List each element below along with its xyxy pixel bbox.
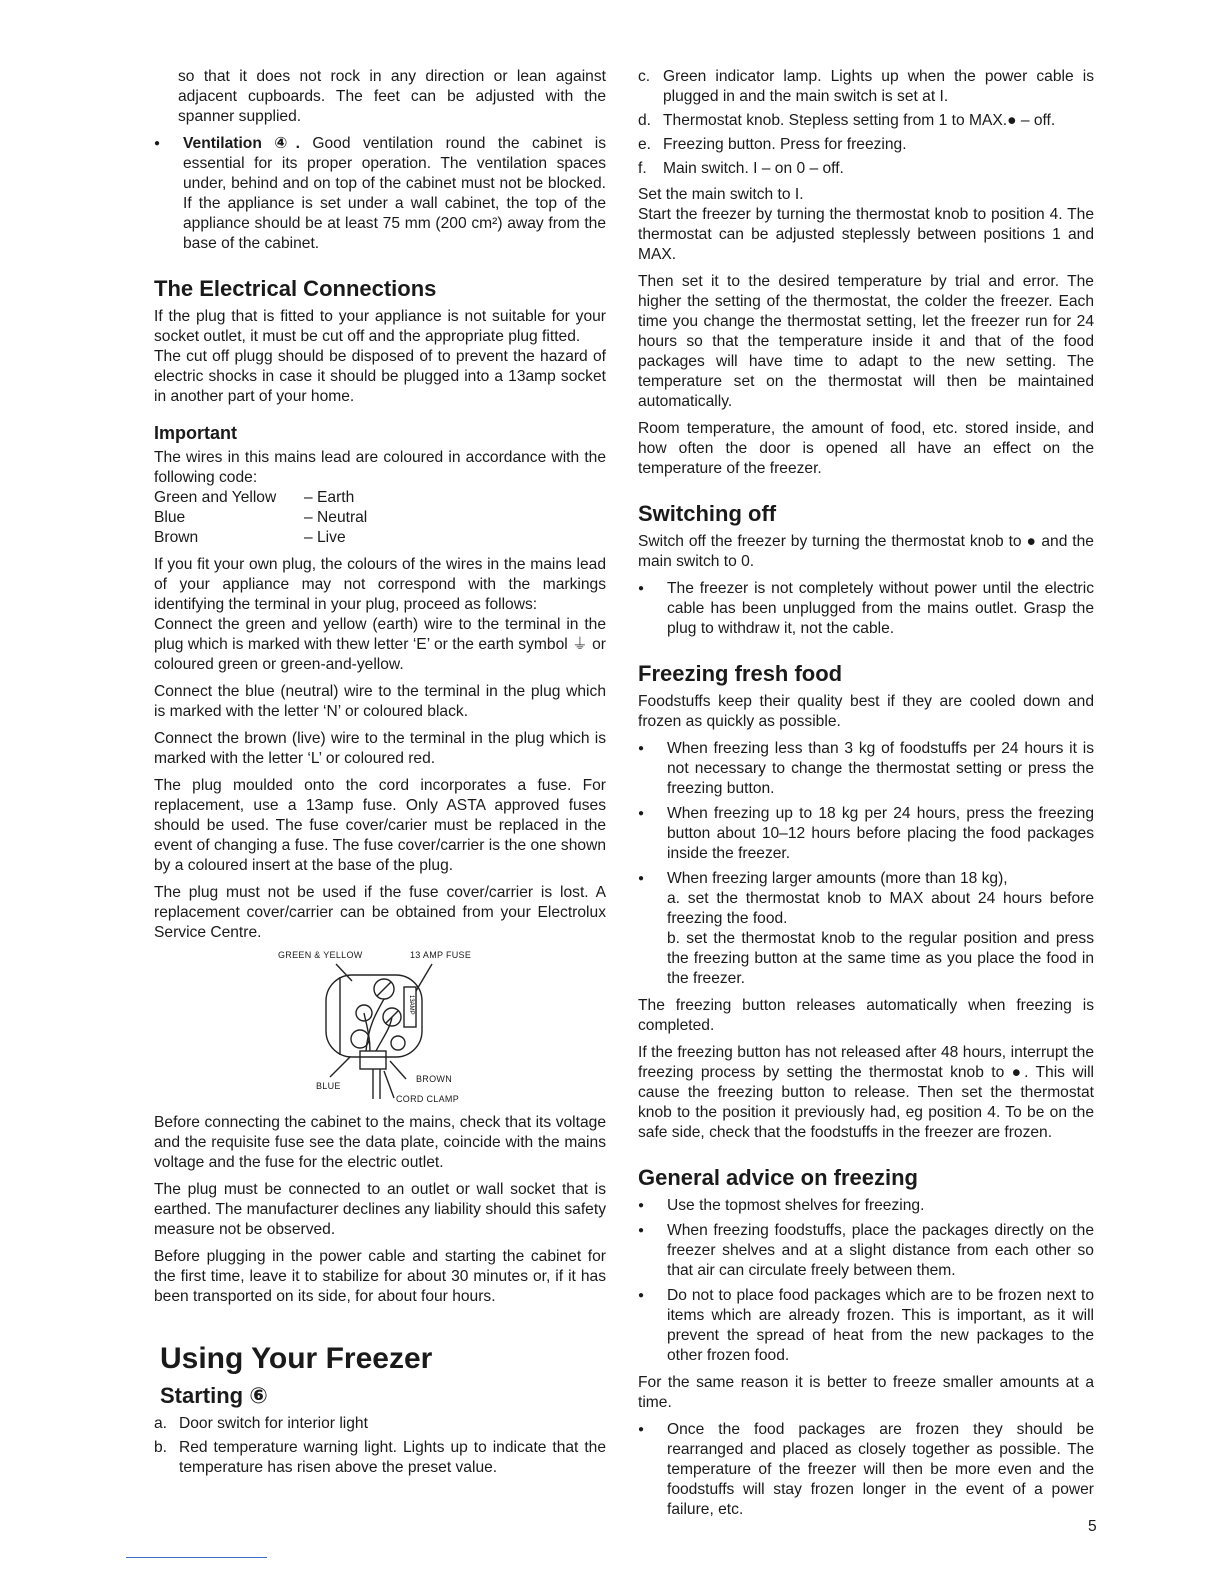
- fuse-paragraph: The plug moulded onto the cord incorporates a fuse. For replacement, use a 13amp fuse. Only ASTA approved fuses should be used. The fuse cover/carier must be replaced in the event of changing a fuse. The fuse cover/carrier is the one shown by a coloured insert at the base of the plug.: [154, 777, 606, 874]
- item-mark: d.: [638, 112, 652, 129]
- footer-rule: [126, 1557, 267, 1558]
- right-column: [638, 67, 1094, 1527]
- wire-role: – Live: [304, 529, 346, 546]
- clamp-screw-right: [391, 1036, 405, 1050]
- item-text: Door switch for interior light: [179, 1415, 368, 1432]
- earth-wire-paragraph: Connect the green and yellow (earth) wire to the terminal in the plug which is marked with thew letter ‘E’ or the earth symbol ⏚ or coloured green or green-and-yellow.: [154, 616, 606, 673]
- important-intro: The wires in this mains lead are coloured in accordance with the following code:: [154, 449, 606, 486]
- larger-amounts-intro: ● When freezing larger amounts (more than 18 kg),: [667, 870, 1008, 887]
- freezing-list: [638, 739, 1094, 989]
- desired-temperature-paragraph: Then set it to the desired temperature by trial and error. The higher the setting of the thermostat, the colder the freezer. Each time you change the thermostat setting, let the freezer run for 24 hours so that the temperature inside it and that of the food packages will have time to adapt to the new setting. The temperature set on the thermostat will then be maintained automatically.: [638, 273, 1094, 410]
- ventilation-list: [154, 134, 606, 254]
- starting-item: [638, 135, 1094, 155]
- starting-item: [638, 67, 1094, 107]
- starting-item: [638, 159, 1094, 179]
- label-green-yellow: GREEN & YELLOW: [278, 950, 363, 960]
- electrical-heading: The Electrical Connections: [154, 276, 437, 301]
- freezing-fresh-food-heading: Freezing fresh food: [638, 661, 843, 686]
- plug-diagram-svg: [154, 947, 606, 1107]
- wire-role: – Neutral: [304, 509, 368, 526]
- page-number: 5: [1088, 1518, 1097, 1535]
- list-item: ● Once the food packages are frozen they should be rearranged and placed as closely together as possible. The temperature of the freezer will then be more even and the foodstuffs will stay frozen longer in the event of a power failure, etc.: [638, 1420, 1094, 1520]
- electrical-paragraph-2: The cut off plugg should be disposed of to prevent the hazard of electric shocks in case it should be plugged into a 13amp socket in another part of your home.: [154, 348, 606, 405]
- not-released-paragraph: If the freezing button has not released after 48 hours, interrupt the freezing process by setting the thermostat knob to ●. This will cause the freezing button to release. Then set the thermostat knob to the position it previously had, eg position 4. To be on the safe side, check that the foodstuffs in the freezer are frozen.: [638, 1044, 1094, 1141]
- room-temperature-paragraph: Room temperature, the amount of food, etc. stored inside, and how often the door is opened all have an effect on the temperature of the freezer.: [638, 420, 1094, 477]
- general-advice-heading: General advice on freezing: [638, 1165, 918, 1190]
- larger-amounts-step-b: b. set the thermostat knob to the regular position and press the freezing button at the same time as you place the food in the freezer.: [667, 930, 1094, 987]
- earthed-paragraph: The plug must be connected to an outlet or wall socket that is earthed. The manufacturer declines any liability should this safety measure not be observed.: [154, 1181, 606, 1238]
- item-text: Freezing button. Press for freezing.: [663, 136, 907, 153]
- freezing-fresh-food-paragraph: Foodstuffs keep their quality best if they are cooled down and frozen as quickly as possible.: [638, 693, 1094, 730]
- switching-off-paragraph: Switch off the freezer by turning the thermostat knob to ● and the main switch to 0.: [638, 533, 1094, 570]
- list-item: ● When freezing foodstuffs, place the packages directly on the freezer shelves and at a slight distance from each other so that air can circulate freely between them.: [638, 1221, 1094, 1281]
- wire-role: – Earth: [304, 489, 355, 506]
- advice-list: [638, 1196, 1094, 1366]
- blue-wire-paragraph: Connect the blue (neutral) wire to the terminal in the plug which is marked with the letter ‘N’ or coloured black.: [154, 683, 606, 720]
- ventilation-text: Good ventilation round the cabinet is essential for its proper operation. The ventilation spaces under, behind and on top of the cabinet must not be blocked. If the appliance is set under a wall cabinet, the top of the appliance should be at least 75 mm (200 cm²) away from the base of the cabinet.: [183, 135, 606, 252]
- larger-amounts-step-a: a. set the thermostat knob to MAX about 24 hours before freezing the food.: [667, 890, 1094, 927]
- rearrange-list: [638, 1420, 1094, 1520]
- wire-row: [154, 488, 606, 508]
- fuse-mark: 13AMP: [408, 995, 414, 1015]
- list-item: [638, 869, 1094, 989]
- list-item: ● The freezer is not completely without power until the electric cable has been unplugged from the mains outlet. Grasp the plug to withdraw it, not the cable.: [638, 579, 1094, 639]
- item-mark: e.: [638, 136, 652, 153]
- release-paragraph: The freezing button releases automatically when freezing is completed.: [638, 997, 1094, 1034]
- own-plug-paragraph: If you fit your own plug, the colours of the wires in the mains lead of your appliance may not correspond with the markings identifying the terminal in your plug, proceed as follows:: [154, 556, 606, 613]
- start-paragraph: Start the freezer by turning the thermostat knob to position 4. The thermostat can be adjusted steplessly between positions 1 and MAX.: [638, 206, 1094, 263]
- item-mark: f.: [638, 160, 647, 177]
- list-item: ● Do not to place food packages which are to be frozen next to items which are already frozen. This is important, as it will prevent the spread of heat from the new packages to the other frozen food.: [638, 1286, 1094, 1366]
- starting-list-left: [154, 1414, 606, 1478]
- before-connecting-paragraph: Before connecting the cabinet to the mains, check that its voltage and the requisite fuse see the data plate, coincide with the mains voltage and the fuse for the electric outlet.: [154, 1114, 606, 1171]
- fuse-lost-paragraph: The plug must not be used if the fuse cover/carrier is lost. A replacement cover/carrier can be obtained from your Electrolux Service Centre.: [154, 884, 606, 941]
- label-blue: BLUE: [316, 1081, 341, 1091]
- brown-wire-paragraph: Connect the brown (live) wire to the terminal in the plug which is marked with the letter ‘L’ or coloured red.: [154, 730, 606, 767]
- switching-off-list: [638, 579, 1094, 639]
- intro-paragraph: so that it does not rock in any direction or lean against adjacent cupboards. The feet can be adjusted with the spanner supplied.: [178, 68, 606, 125]
- important-heading: Important: [154, 423, 237, 443]
- list-item: ● When freezing up to 18 kg per 24 hours, press the freezing button about 10–12 hours before placing the food packages inside the freezer.: [638, 804, 1094, 864]
- earth-terminal-slot: [377, 982, 391, 996]
- stabilize-paragraph: Before plugging in the power cable and starting the cabinet for the first time, leave it to stabilize for about 30 minutes or, if it has been transported on its side, for about four hours.: [154, 1248, 606, 1305]
- electrical-paragraph-1: If the plug that is fitted to your appliance is not suitable for your socket outlet, it must be cut off and the appropriate plug fitted.: [154, 308, 606, 345]
- leader-brown: [390, 1061, 406, 1079]
- label-13-amp-fuse: 13 AMP FUSE: [410, 950, 472, 960]
- item-mark: b.: [154, 1439, 168, 1456]
- leader-fuse: [416, 964, 432, 991]
- starting-heading: Starting ⑥: [160, 1383, 268, 1408]
- starting-item: [154, 1414, 606, 1434]
- starting-item: [154, 1438, 606, 1478]
- leader-blue: [330, 1057, 350, 1077]
- label-brown: BROWN: [416, 1074, 452, 1084]
- switching-off-heading: Switching off: [638, 501, 777, 526]
- using-heading: Using Your Freezer: [160, 1342, 433, 1375]
- cord-clamp: [360, 1051, 386, 1069]
- item-text: Green indicator lamp. Lights up when the power cable is plugged in and the main switch is set at I.: [663, 68, 1094, 105]
- starting-list-right: [638, 67, 1094, 179]
- wire-color: Green and Yellow: [154, 489, 277, 506]
- ventilation-item: [154, 134, 606, 254]
- list-item: ● When freezing less than 3 kg of foodstuffs per 24 hours it is not necessary to change the thermostat setting or press the freezing button.: [638, 739, 1094, 799]
- item-text: Red temperature warning light. Lights up to indicate that the temperature has risen above the preset value.: [179, 1439, 606, 1476]
- item-text: Main switch. I – on 0 – off.: [663, 160, 844, 177]
- starting-item: [638, 111, 1094, 131]
- plug-wiring-diagram: [154, 947, 606, 1107]
- item-text: Thermostat knob. Stepless setting from 1 to MAX.● – off.: [663, 112, 1056, 129]
- item-mark: a.: [154, 1415, 168, 1432]
- wire-row: [154, 508, 606, 528]
- wire-color: Blue: [154, 509, 186, 526]
- left-column: [154, 67, 606, 1484]
- wire-code-table: [154, 488, 606, 548]
- same-reason-paragraph: For the same reason it is better to freeze smaller amounts at a time.: [638, 1374, 1094, 1411]
- list-item: ● Use the topmost shelves for freezing.: [638, 1196, 1094, 1216]
- leader-cord-clamp: [384, 1071, 394, 1098]
- wire-color: Brown: [154, 529, 199, 546]
- ventilation-label: Ventilation ④.: [183, 135, 300, 152]
- set-switch-paragraph: Set the main switch to I.: [638, 186, 804, 203]
- item-mark: c.: [638, 68, 651, 85]
- wire-row: [154, 528, 606, 548]
- label-cord-clamp: CORD CLAMP: [396, 1094, 460, 1104]
